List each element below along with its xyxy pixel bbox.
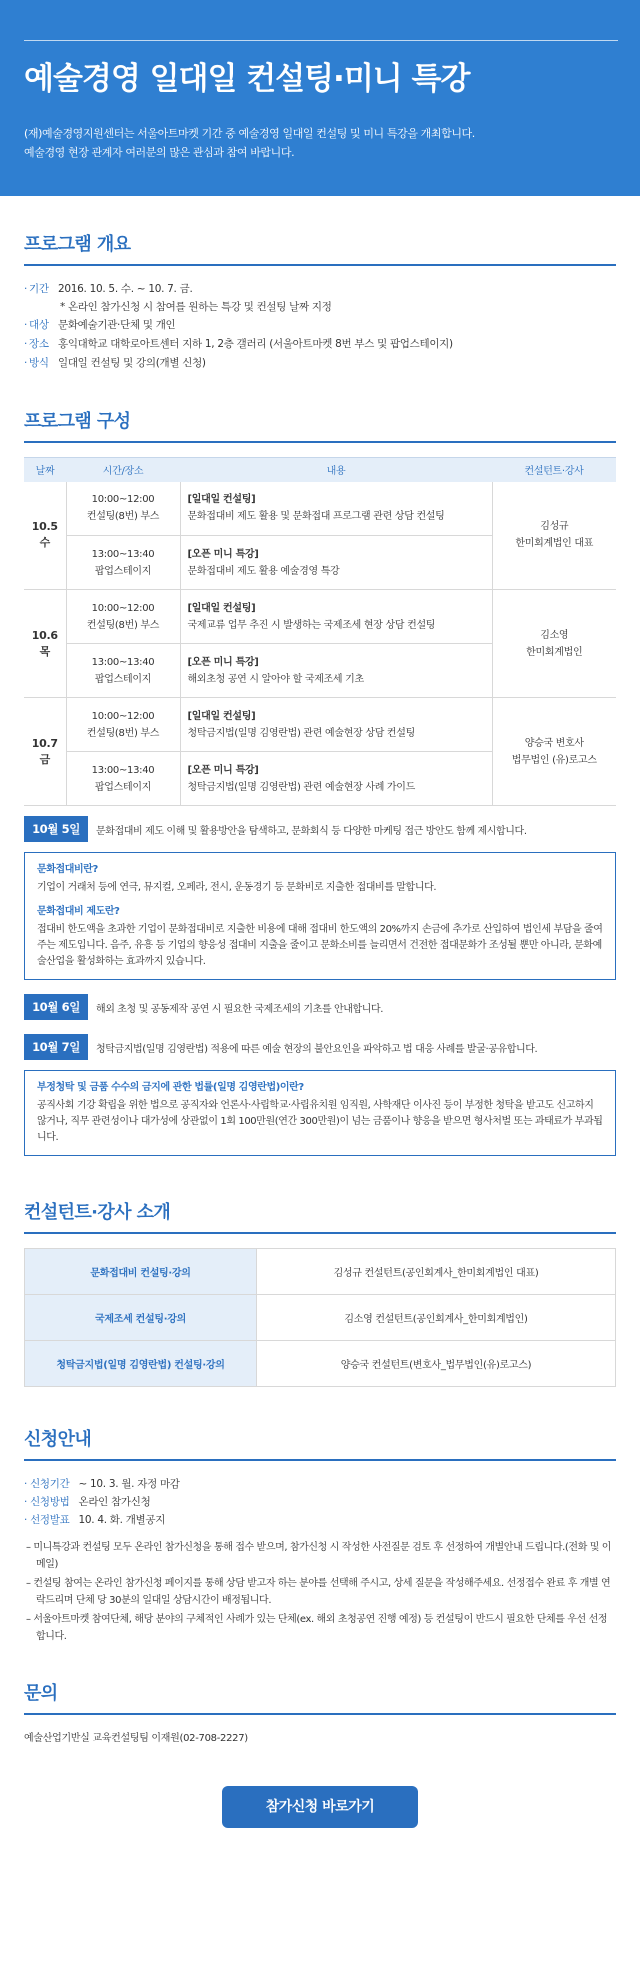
col-consultant: 컨설턴트·강사	[492, 458, 616, 482]
target-key: · 대상	[24, 316, 58, 335]
session-time: 10:00~12:00 컨설팅(8번) 부스	[66, 698, 180, 752]
overview-target	[24, 316, 616, 335]
session-time: 13:00~13:40 팝업스테이지	[66, 536, 180, 590]
page-header	[0, 0, 640, 196]
period-value: 2016. 10. 5. 수. ~ 10. 7. 금.	[58, 283, 193, 295]
day-date: 10.5 수	[24, 482, 66, 590]
contact-text: 예술산업기반실 교육컨설팅팀 이재원(02-708-2227)	[24, 1733, 248, 1744]
day-consultant: 김성규 한미회계법인 대표	[492, 482, 616, 590]
session-time: 10:00~12:00 컨설팅(8번) 부스	[66, 482, 180, 536]
anti-graft-infobox	[24, 1070, 616, 1156]
apply-announce	[24, 1511, 616, 1529]
consultants-section	[0, 1198, 640, 1387]
day-consultant: 김소영 한미회계법인	[492, 590, 616, 698]
apply-method-value: 온라인 참가신청	[78, 1496, 151, 1508]
table-row	[25, 1295, 616, 1341]
consultants-table	[24, 1248, 616, 1387]
day-date: 10.6 목	[24, 590, 66, 698]
table-row	[24, 590, 616, 644]
table-row	[24, 482, 616, 536]
overview-period	[24, 280, 616, 299]
infobox-answer: 공직사회 기강 확립을 위한 법으로 공직자와 언론사·사립학교·사립유치원 임직원, 사학재단 이사진 등이 부정한 청탁을 받고도 신고하지 않거나, 직무 관련성이나 대가성에 상관없이 1회 100만원(연간 300만원)이 넘는 금품이나 향응을 받으면 형사처벌 또는 과태료가 부과됩니다.	[37, 1100, 603, 1143]
place-key: · 장소	[24, 335, 58, 354]
infobox-question: 부정청탁 및 금품 수수의 금지에 관한 법률(일명 김영란법)이란?	[37, 1082, 304, 1093]
consult-topic: 청탁금지법(일명 김영란법) 컨설팅·강의	[25, 1341, 257, 1387]
overview-method	[24, 354, 616, 373]
consult-topic: 국제조세 컨설팅·강의	[25, 1295, 257, 1341]
header-intro-line2: 예술경영 현장 관계자 여러분의 많은 관심과 참여 바랍니다.	[24, 146, 295, 159]
method-key: · 방식	[24, 354, 58, 373]
table-row	[24, 698, 616, 752]
day-note-3	[24, 1034, 616, 1060]
method-value: 일대일 컨설팅 및 강의(개별 신청)	[58, 357, 206, 369]
apply-period-key: · 신청기간	[24, 1478, 69, 1490]
consultants-title: 컨설턴트·강사 소개	[24, 1198, 616, 1234]
overview-section	[0, 230, 640, 373]
day-note-text: 문화접대비 제도 이해 및 활용방안을 탐색하고, 문화회식 등 다양한 마케팅 접근 방안도 함께 제시합니다.	[96, 825, 527, 837]
session-content: [일대일 컨설팅] 청탁금지법(일명 김영란법) 관련 예술현장 상담 컨설팅	[180, 698, 492, 752]
session-time: 13:00~13:40 팝업스테이지	[66, 644, 180, 698]
table-row	[25, 1249, 616, 1295]
col-time: 시간/장소	[66, 458, 180, 482]
day-tag-oct6: 10월 6일	[24, 994, 88, 1020]
apply-title: 신청안내	[24, 1425, 616, 1461]
target-value: 문화예술기관·단체 및 개인	[58, 319, 176, 331]
schedule-table	[24, 457, 616, 806]
contact-section	[0, 1679, 640, 1744]
list-item: – 미니특강과 컨설팅 모두 온라인 참가신청을 통해 접수 받으며, 참가신청 시 작성한 사전질문 검토 후 선정하여 개별안내 드립니다.(전화 및 이메일)	[24, 1539, 616, 1573]
day-note-1	[24, 816, 616, 842]
infobox-answer: 접대비 한도액을 초과한 기업이 문화접대비로 지출한 비용에 대해 접대비 한도액의 20%까지 손금에 추가로 산입하여 법인세 부담을 줄여주는 제도입니다. 음주, 유흥 등 기업의 향응성 접대비 지출을 줄이고 문화소비를 늘리면서 건전한 접대문화가 조성될 뿐만 아니라, 문화예술산업을 활성화하는 효과까지 있습니다.	[37, 924, 603, 967]
infobox-question: 문화접대비 제도란?	[37, 906, 120, 917]
program-section	[0, 407, 640, 1156]
day-note-text: 청탁금지법(일명 김영란법) 적용에 따른 예술 현장의 불안요인을 파악하고 법 대응 사례를 발굴·공유합니다.	[96, 1043, 538, 1055]
day-tag-oct7: 10월 7일	[24, 1034, 88, 1060]
table-row	[25, 1341, 616, 1387]
apply-method	[24, 1493, 616, 1511]
col-content: 내용	[180, 458, 492, 482]
apply-now-button[interactable]: 참가신청 바로가기	[222, 1786, 418, 1828]
period-note: * 온라인 참가신청 시 참여를 원하는 특강 및 컨설팅 날짜 지정	[60, 301, 332, 313]
contact-title: 문의	[24, 1679, 616, 1715]
list-item: – 서울아트마켓 참여단체, 해당 분야의 구체적인 사례가 있는 단체(ex. 해외 초청공연 진행 예정) 등 컨설팅이 반드시 필요한 단체를 우선 선정합니다.	[24, 1611, 616, 1645]
consult-person: 김성규 컨설턴트(공인회계사_한미회계법인 대표)	[257, 1249, 616, 1295]
session-time: 10:00~12:00 컨설팅(8번) 부스	[66, 590, 180, 644]
schedule-header-row	[24, 458, 616, 482]
header-divider	[24, 40, 618, 41]
session-content: [일대일 컨설팅] 문화접대비 제도 활용 및 문화접대 프로그램 관련 상담 컨설팅	[180, 482, 492, 536]
session-content: [오픈 미니 특강] 문화접대비 제도 활용 예술경영 특강	[180, 536, 492, 590]
cta-wrap	[0, 1786, 640, 1866]
day-date: 10.7 금	[24, 698, 66, 806]
program-title: 프로그램 구성	[24, 407, 616, 443]
day-note-2	[24, 994, 616, 1020]
culture-expense-infobox	[24, 852, 616, 980]
apply-period	[24, 1475, 616, 1493]
day-tag-oct5: 10월 5일	[24, 816, 88, 842]
page-title: 예술경영 일대일 컨설팅·미니 특강	[24, 61, 470, 97]
apply-notes	[24, 1539, 616, 1645]
apply-announce-key: · 선정발표	[24, 1514, 69, 1526]
overview-title: 프로그램 개요	[24, 230, 616, 266]
session-time: 13:00~13:40 팝업스테이지	[66, 752, 180, 806]
consult-topic: 문화접대비 컨설팅·강의	[25, 1249, 257, 1295]
infobox-answer: 기업이 거래처 등에 연극, 뮤지컬, 오페라, 전시, 운동경기 등 문화비로 지출한 접대비를 말합니다.	[37, 882, 437, 893]
col-date: 날짜	[24, 458, 66, 482]
list-item: – 컨설팅 참여는 온라인 참가신청 페이지를 통해 상담 받고자 하는 분야를 선택해 주시고, 상세 질문을 작성해주세요. 선정접수 완료 후 개별 연락드리며 단체 당 30분의 일대일 상담시간이 배정됩니다.	[24, 1575, 616, 1609]
apply-announce-value: 10. 4. 화. 개별공지	[78, 1514, 166, 1526]
session-content: [오픈 미니 특강] 해외초청 공연 시 알아야 할 국제조세 기초	[180, 644, 492, 698]
day-note-text: 해외 초청 및 공동제작 공연 시 필요한 국제조세의 기초를 안내합니다.	[96, 1003, 384, 1015]
period-key: · 기간	[24, 280, 58, 299]
apply-method-key: · 신청방법	[24, 1496, 69, 1508]
header-intro-line1: (재)예술경영지원센터는 서울아트마켓 기간 중 예술경영 일대일 컨설팅 및 미니 특강을 개최합니다.	[24, 127, 475, 140]
apply-period-value: ~ 10. 3. 월. 자정 마감	[78, 1478, 180, 1490]
session-content: [오픈 미니 특강] 청탁금지법(일명 김영란법) 관련 예술현장 사례 가이드	[180, 752, 492, 806]
session-content: [일대일 컨설팅] 국제교류 업무 추진 시 발생하는 국제조세 현장 상담 컨설팅	[180, 590, 492, 644]
consult-person: 김소영 컨설턴트(공인회계사_한미회계법인)	[257, 1295, 616, 1341]
overview-place	[24, 335, 616, 354]
infobox-question: 문화접대비란?	[37, 864, 98, 875]
consult-person: 양승국 컨설턴트(변호사_법무법인(유)로고스)	[257, 1341, 616, 1387]
place-value: 홍익대학교 대학로아트센터 지하 1, 2층 갤러리 (서울아트마켓 8번 부스 및 팝업스테이지)	[58, 338, 453, 350]
day-consultant: 양승국 변호사 법무법인 (유)로고스	[492, 698, 616, 806]
apply-section	[0, 1425, 640, 1645]
